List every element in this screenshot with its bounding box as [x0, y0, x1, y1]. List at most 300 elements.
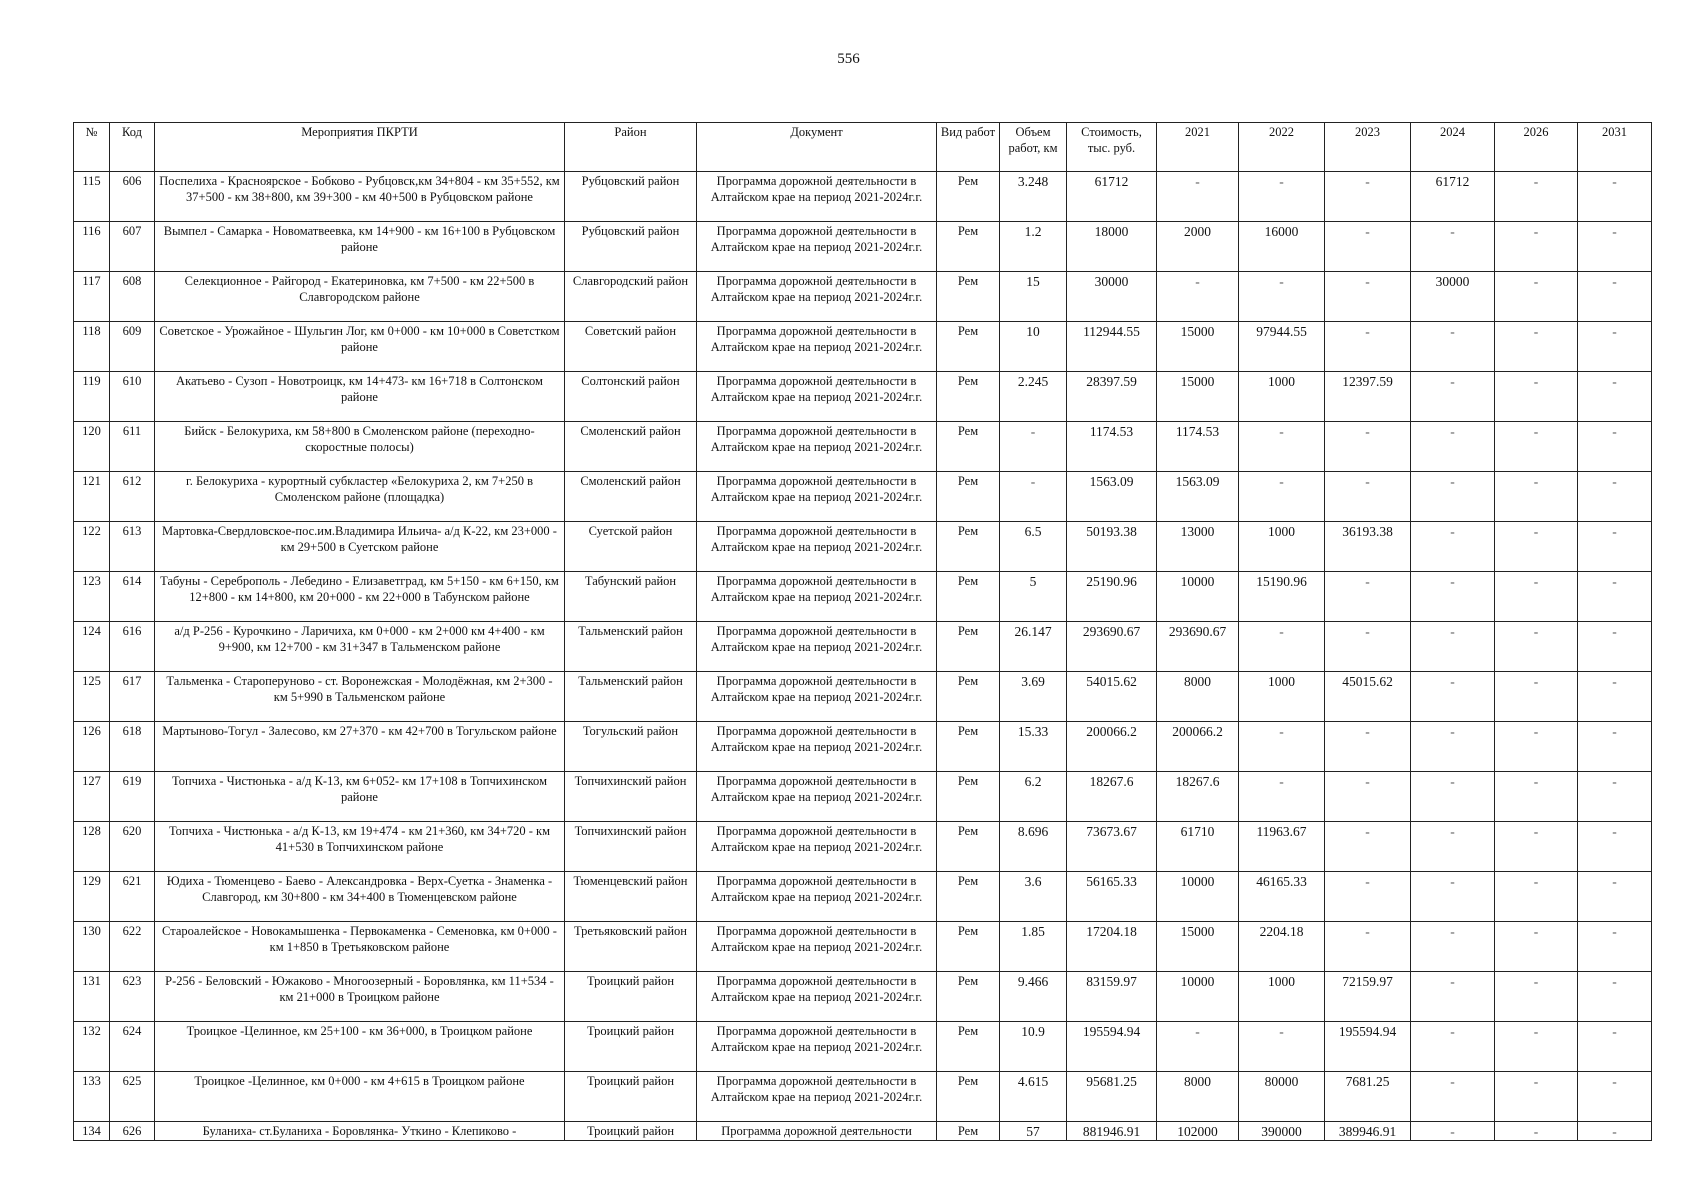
cell-no: 130 — [74, 922, 110, 972]
cell-2023: - — [1325, 322, 1411, 372]
table-row — [74, 1072, 1652, 1122]
cell-work-type: Рем — [937, 472, 1000, 522]
cell-2023: - — [1325, 772, 1411, 822]
cell-document: Программа дорожной деятельности в Алтайском крае на период 2021-2024г.г. — [697, 622, 937, 672]
cell-2021: 8000 — [1157, 1072, 1239, 1122]
cell-2022: 1000 — [1239, 522, 1325, 572]
cell-code: 614 — [110, 572, 155, 622]
cell-work-type: Рем — [937, 1072, 1000, 1122]
cell-2021: 10000 — [1157, 572, 1239, 622]
cell-2024: - — [1411, 322, 1495, 372]
cell-2021: 15000 — [1157, 322, 1239, 372]
cell-2023: - — [1325, 622, 1411, 672]
cell-cost: 54015.62 — [1067, 672, 1157, 722]
table-row — [74, 322, 1652, 372]
cell-district: Смоленский район — [565, 422, 697, 472]
table-row — [74, 522, 1652, 572]
header-code: Код — [110, 123, 155, 172]
header-volume: Объем работ, км — [1000, 123, 1067, 172]
cell-no: 122 — [74, 522, 110, 572]
cell-2024: - — [1411, 722, 1495, 772]
table-row — [74, 672, 1652, 722]
cell-2031: - — [1578, 1022, 1652, 1072]
cell-2024: - — [1411, 972, 1495, 1022]
cell-work-type: Рем — [937, 372, 1000, 422]
cell-district: Суетской район — [565, 522, 697, 572]
cell-district: Солтонский район — [565, 372, 697, 422]
cell-2024: - — [1411, 1122, 1495, 1141]
cell-document: Программа дорожной деятельности в Алтайском крае на период 2021-2024г.г. — [697, 922, 937, 972]
cell-event: Тальменка - Староперуново - ст. Воронежская - Молодёжная, км 2+300 - км 5+990 в Тальменском районе — [155, 672, 565, 722]
cell-cost: 881946.91 — [1067, 1122, 1157, 1141]
cell-2031: - — [1578, 272, 1652, 322]
cell-volume: 10.9 — [1000, 1022, 1067, 1072]
cell-2024: - — [1411, 1022, 1495, 1072]
cell-work-type: Рем — [937, 772, 1000, 822]
table-row — [74, 422, 1652, 472]
cell-code: 622 — [110, 922, 155, 972]
cell-volume: 2.245 — [1000, 372, 1067, 422]
cell-2022: - — [1239, 172, 1325, 222]
table-row — [74, 272, 1652, 322]
header-2026: 2026 — [1495, 123, 1578, 172]
table-row — [74, 622, 1652, 672]
cell-volume: 6.2 — [1000, 772, 1067, 822]
cell-work-type: Рем — [937, 322, 1000, 372]
cell-2026: - — [1495, 422, 1578, 472]
cell-2023: - — [1325, 422, 1411, 472]
cell-event: Буланиха- ст.Буланиха - Боровлянка- Уткино - Клепиково - — [155, 1122, 565, 1141]
cell-work-type: Рем — [937, 222, 1000, 272]
table-row — [74, 772, 1652, 822]
cell-2024: - — [1411, 922, 1495, 972]
cell-code: 626 — [110, 1122, 155, 1141]
cell-work-type: Рем — [937, 672, 1000, 722]
cell-cost: 17204.18 — [1067, 922, 1157, 972]
cell-2031: - — [1578, 822, 1652, 872]
cell-2024: - — [1411, 372, 1495, 422]
cell-cost: 18267.6 — [1067, 772, 1157, 822]
cell-volume: - — [1000, 472, 1067, 522]
cell-event: Топчиха - Чистюнька - а/д К-13, км 19+474 - км 21+360, км 34+720 - км 41+530 в Топчихинском районе — [155, 822, 565, 872]
cell-document: Программа дорожной деятельности в Алтайском крае на период 2021-2024г.г. — [697, 672, 937, 722]
cell-2024: 30000 — [1411, 272, 1495, 322]
cell-event: а/д Р-256 - Курочкино - Ларичиха, км 0+000 - км 2+000 км 4+400 - км 9+900, км 12+700 - км 31+347 в Тальменском районе — [155, 622, 565, 672]
cell-district: Тогульский район — [565, 722, 697, 772]
cell-2024: - — [1411, 822, 1495, 872]
cell-2031: - — [1578, 622, 1652, 672]
cell-document: Программа дорожной деятельности в Алтайском крае на период 2021-2024г.г. — [697, 572, 937, 622]
cell-document: Программа дорожной деятельности — [697, 1122, 937, 1141]
cell-2026: - — [1495, 922, 1578, 972]
cell-work-type: Рем — [937, 1022, 1000, 1072]
table-body — [74, 172, 1652, 1141]
cell-2022: 1000 — [1239, 372, 1325, 422]
cell-cost: 50193.38 — [1067, 522, 1157, 572]
cell-work-type: Рем — [937, 722, 1000, 772]
cell-work-type: Рем — [937, 922, 1000, 972]
cell-2026: - — [1495, 822, 1578, 872]
cell-work-type: Рем — [937, 1122, 1000, 1141]
header-work-type: Вид работ — [937, 123, 1000, 172]
cell-event: Р-256 - Беловский - Южаково - Многоозерный - Боровлянка, км 11+534 - км 21+000 в Троицком районе — [155, 972, 565, 1022]
cell-2023: 45015.62 — [1325, 672, 1411, 722]
cell-2026: - — [1495, 372, 1578, 422]
cell-2023: - — [1325, 472, 1411, 522]
cell-cost: 56165.33 — [1067, 872, 1157, 922]
cell-2031: - — [1578, 672, 1652, 722]
cell-volume: 26.147 — [1000, 622, 1067, 672]
cell-district: Славгородский район — [565, 272, 697, 322]
cell-cost: 1174.53 — [1067, 422, 1157, 472]
cell-2021: 200066.2 — [1157, 722, 1239, 772]
cell-code: 621 — [110, 872, 155, 922]
cell-2021: 1174.53 — [1157, 422, 1239, 472]
cell-2022: 16000 — [1239, 222, 1325, 272]
cell-2022: 97944.55 — [1239, 322, 1325, 372]
cell-2023: 195594.94 — [1325, 1022, 1411, 1072]
cell-no: 124 — [74, 622, 110, 672]
cell-2023: 389946.91 — [1325, 1122, 1411, 1141]
table-row — [74, 822, 1652, 872]
cell-2031: - — [1578, 522, 1652, 572]
cell-work-type: Рем — [937, 422, 1000, 472]
cell-2023: - — [1325, 922, 1411, 972]
header-2021: 2021 — [1157, 123, 1239, 172]
cell-2021: 10000 — [1157, 872, 1239, 922]
cell-2026: - — [1495, 472, 1578, 522]
cell-work-type: Рем — [937, 172, 1000, 222]
cell-2031: - — [1578, 322, 1652, 372]
header-document: Документ — [697, 123, 937, 172]
cell-2026: - — [1495, 772, 1578, 822]
cell-district: Рубцовский район — [565, 172, 697, 222]
cell-work-type: Рем — [937, 972, 1000, 1022]
cell-2021: 18267.6 — [1157, 772, 1239, 822]
cell-code: 611 — [110, 422, 155, 472]
cell-code: 620 — [110, 822, 155, 872]
cell-2022: 1000 — [1239, 972, 1325, 1022]
cell-2024: - — [1411, 522, 1495, 572]
cell-document: Программа дорожной деятельности в Алтайском крае на период 2021-2024г.г. — [697, 1072, 937, 1122]
cell-district: Смоленский район — [565, 472, 697, 522]
cell-2023: - — [1325, 222, 1411, 272]
cell-code: 616 — [110, 622, 155, 672]
cell-code: 609 — [110, 322, 155, 372]
table-row — [74, 472, 1652, 522]
cell-volume: 3.248 — [1000, 172, 1067, 222]
cell-district: Троицкий район — [565, 1072, 697, 1122]
road-works-table — [73, 122, 1652, 1141]
cell-code: 613 — [110, 522, 155, 572]
cell-2022: 390000 — [1239, 1122, 1325, 1141]
cell-2023: 12397.59 — [1325, 372, 1411, 422]
cell-2023: 72159.97 — [1325, 972, 1411, 1022]
header-2023: 2023 — [1325, 123, 1411, 172]
cell-no: 125 — [74, 672, 110, 722]
cell-code: 618 — [110, 722, 155, 772]
cell-2021: 10000 — [1157, 972, 1239, 1022]
table-row — [74, 1122, 1652, 1141]
table-row — [74, 172, 1652, 222]
cell-2022: 15190.96 — [1239, 572, 1325, 622]
cell-no: 120 — [74, 422, 110, 472]
cell-code: 619 — [110, 772, 155, 822]
cell-document: Программа дорожной деятельности в Алтайском крае на период 2021-2024г.г. — [697, 772, 937, 822]
cell-cost: 30000 — [1067, 272, 1157, 322]
cell-2026: - — [1495, 1022, 1578, 1072]
cell-2026: - — [1495, 272, 1578, 322]
cell-district: Тальменский район — [565, 622, 697, 672]
cell-2031: - — [1578, 722, 1652, 772]
table-row — [74, 572, 1652, 622]
cell-no: 123 — [74, 572, 110, 622]
cell-document: Программа дорожной деятельности в Алтайском крае на период 2021-2024г.г. — [697, 472, 937, 522]
cell-2023: - — [1325, 172, 1411, 222]
cell-code: 606 — [110, 172, 155, 222]
cell-2021: 1563.09 — [1157, 472, 1239, 522]
table-row — [74, 722, 1652, 772]
table-row — [74, 372, 1652, 422]
cell-2021: - — [1157, 272, 1239, 322]
cell-work-type: Рем — [937, 622, 1000, 672]
cell-volume: 10 — [1000, 322, 1067, 372]
cell-2024: - — [1411, 672, 1495, 722]
cell-cost: 195594.94 — [1067, 1022, 1157, 1072]
cell-2023: 36193.38 — [1325, 522, 1411, 572]
cell-2026: - — [1495, 172, 1578, 222]
cell-no: 118 — [74, 322, 110, 372]
cell-2026: - — [1495, 522, 1578, 572]
cell-2023: - — [1325, 572, 1411, 622]
cell-document: Программа дорожной деятельности в Алтайском крае на период 2021-2024г.г. — [697, 872, 937, 922]
header-2022: 2022 — [1239, 123, 1325, 172]
cell-2024: - — [1411, 422, 1495, 472]
header-district: Район — [565, 123, 697, 172]
cell-event: Селекционное - Райгород - Екатериновка, км 7+500 - км 22+500 в Славгородском районе — [155, 272, 565, 322]
cell-volume: 9.466 — [1000, 972, 1067, 1022]
cell-no: 131 — [74, 972, 110, 1022]
cell-event: Вымпел - Самарка - Новоматвеевка, км 14+900 - км 16+100 в Рубцовском районе — [155, 222, 565, 272]
cell-cost: 25190.96 — [1067, 572, 1157, 622]
cell-2021: 293690.67 — [1157, 622, 1239, 672]
cell-volume: 3.69 — [1000, 672, 1067, 722]
cell-no: 133 — [74, 1072, 110, 1122]
cell-district: Тюменцевский район — [565, 872, 697, 922]
cell-district: Рубцовский район — [565, 222, 697, 272]
cell-work-type: Рем — [937, 822, 1000, 872]
cell-2024: - — [1411, 222, 1495, 272]
header-2024: 2024 — [1411, 123, 1495, 172]
cell-work-type: Рем — [937, 872, 1000, 922]
cell-2022: - — [1239, 422, 1325, 472]
cell-2023: 7681.25 — [1325, 1072, 1411, 1122]
cell-district: Советский район — [565, 322, 697, 372]
cell-2024: - — [1411, 872, 1495, 922]
cell-2023: - — [1325, 272, 1411, 322]
cell-event: Советское - Урожайное - Шульгин Лог, км 0+000 - км 10+000 в Советстком районе — [155, 322, 565, 372]
header-no: № — [74, 123, 110, 172]
cell-code: 617 — [110, 672, 155, 722]
cell-2026: - — [1495, 572, 1578, 622]
cell-code: 607 — [110, 222, 155, 272]
cell-document: Программа дорожной деятельности в Алтайском крае на период 2021-2024г.г. — [697, 822, 937, 872]
cell-district: Троицкий район — [565, 972, 697, 1022]
cell-no: 126 — [74, 722, 110, 772]
cell-district: Третьяковский район — [565, 922, 697, 972]
cell-cost: 61712 — [1067, 172, 1157, 222]
cell-no: 116 — [74, 222, 110, 272]
table-header-row — [74, 123, 1652, 172]
cell-event: Поспелиха - Красноярское - Бобково - Рубцовск,км 34+804 - км 35+552, км 37+500 - км 38+800, км 39+300 - км 40+500 в Рубцовском районе — [155, 172, 565, 222]
cell-2022: 1000 — [1239, 672, 1325, 722]
cell-event: Староалейское - Новокамышенка - Первокаменка - Семеновка, км 0+000 - км 1+850 в Третьяковском районе — [155, 922, 565, 972]
cell-cost: 18000 — [1067, 222, 1157, 272]
cell-volume: 5 — [1000, 572, 1067, 622]
cell-cost: 95681.25 — [1067, 1072, 1157, 1122]
cell-no: 119 — [74, 372, 110, 422]
cell-work-type: Рем — [937, 272, 1000, 322]
cell-document: Программа дорожной деятельности в Алтайском крае на период 2021-2024г.г. — [697, 972, 937, 1022]
cell-document: Программа дорожной деятельности в Алтайском крае на период 2021-2024г.г. — [697, 422, 937, 472]
cell-2026: - — [1495, 872, 1578, 922]
cell-2021: 15000 — [1157, 372, 1239, 422]
cell-event: Табуны - Сереброполь - Лебедино - Елизаветград, км 5+150 - км 6+150, км 12+800 - км 14+800, км 20+000 - км 22+000 в Табунском районе — [155, 572, 565, 622]
cell-2022: - — [1239, 472, 1325, 522]
cell-2023: - — [1325, 872, 1411, 922]
cell-2026: - — [1495, 1072, 1578, 1122]
cell-2021: 102000 — [1157, 1122, 1239, 1141]
table-row — [74, 1022, 1652, 1072]
cell-document: Программа дорожной деятельности в Алтайском крае на период 2021-2024г.г. — [697, 222, 937, 272]
cell-cost: 112944.55 — [1067, 322, 1157, 372]
cell-2021: 13000 — [1157, 522, 1239, 572]
cell-no: 129 — [74, 872, 110, 922]
cell-2031: - — [1578, 1072, 1652, 1122]
cell-event: Акатьево - Сузоп - Новотроицк, км 14+473- км 16+718 в Солтонском районе — [155, 372, 565, 422]
cell-2026: - — [1495, 972, 1578, 1022]
cell-2021: - — [1157, 172, 1239, 222]
cell-cost: 293690.67 — [1067, 622, 1157, 672]
cell-document: Программа дорожной деятельности в Алтайском крае на период 2021-2024г.г. — [697, 172, 937, 222]
cell-2022: - — [1239, 772, 1325, 822]
cell-no: 132 — [74, 1022, 110, 1072]
cell-code: 625 — [110, 1072, 155, 1122]
cell-cost: 83159.97 — [1067, 972, 1157, 1022]
cell-2021: 8000 — [1157, 672, 1239, 722]
cell-2022: - — [1239, 1022, 1325, 1072]
cell-volume: 1.85 — [1000, 922, 1067, 972]
cell-2022: 2204.18 — [1239, 922, 1325, 972]
cell-volume: 8.696 — [1000, 822, 1067, 872]
cell-document: Программа дорожной деятельности в Алтайском крае на период 2021-2024г.г. — [697, 722, 937, 772]
cell-district: Топчихинский район — [565, 772, 697, 822]
cell-2022: - — [1239, 622, 1325, 672]
cell-2031: - — [1578, 422, 1652, 472]
cell-event: Мартовка-Свердловское-пос.им.Владимира Ильича- а/д К-22, км 23+000 - км 29+500 в Суетском районе — [155, 522, 565, 572]
cell-2024: - — [1411, 1072, 1495, 1122]
cell-no: 117 — [74, 272, 110, 322]
cell-2021: 61710 — [1157, 822, 1239, 872]
cell-event: Троицкое -Целинное, км 25+100 - км 36+000, в Троицком районе — [155, 1022, 565, 1072]
cell-2031: - — [1578, 872, 1652, 922]
cell-event: г. Белокуриха - курортный субкластер «Белокуриха 2, км 7+250 в Смоленском районе (площадка) — [155, 472, 565, 522]
cell-2021: 2000 — [1157, 222, 1239, 272]
cell-event: Мартыново-Тогул - Залесово, км 27+370 - км 42+700 в Тогульском районе — [155, 722, 565, 772]
cell-district: Троицкий район — [565, 1022, 697, 1072]
cell-volume: 3.6 — [1000, 872, 1067, 922]
cell-volume: 6.5 — [1000, 522, 1067, 572]
cell-cost: 200066.2 — [1067, 722, 1157, 772]
cell-2021: 15000 — [1157, 922, 1239, 972]
cell-2031: - — [1578, 1122, 1652, 1141]
cell-2021: - — [1157, 1022, 1239, 1072]
cell-document: Программа дорожной деятельности в Алтайском крае на период 2021-2024г.г. — [697, 1022, 937, 1072]
cell-work-type: Рем — [937, 522, 1000, 572]
cell-event: Юдиха - Тюменцево - Баево - Александровка - Верх-Суетка - Знаменка - Славгород, км 30+800 - км 34+400 в Тюменцевском районе — [155, 872, 565, 922]
cell-2022: 46165.33 — [1239, 872, 1325, 922]
cell-2024: - — [1411, 572, 1495, 622]
cell-2026: - — [1495, 722, 1578, 772]
cell-2024: - — [1411, 622, 1495, 672]
header-2031: 2031 — [1578, 123, 1652, 172]
cell-2031: - — [1578, 172, 1652, 222]
table-row — [74, 972, 1652, 1022]
cell-code: 612 — [110, 472, 155, 522]
cell-district: Табунский район — [565, 572, 697, 622]
table-row — [74, 222, 1652, 272]
cell-cost: 1563.09 — [1067, 472, 1157, 522]
table-row — [74, 922, 1652, 972]
cell-district: Тальменский район — [565, 672, 697, 722]
cell-event: Топчиха - Чистюнька - а/д К-13, км 6+052- км 17+108 в Топчихинском районе — [155, 772, 565, 822]
cell-volume: 4.615 — [1000, 1072, 1067, 1122]
cell-2031: - — [1578, 472, 1652, 522]
cell-2024: - — [1411, 472, 1495, 522]
cell-document: Программа дорожной деятельности в Алтайском крае на период 2021-2024г.г. — [697, 322, 937, 372]
cell-2023: - — [1325, 722, 1411, 772]
cell-code: 610 — [110, 372, 155, 422]
header-event: Мероприятия ПКРТИ — [155, 123, 565, 172]
cell-2023: - — [1325, 822, 1411, 872]
cell-no: 134 — [74, 1122, 110, 1141]
cell-2031: - — [1578, 572, 1652, 622]
cell-district: Топчихинский район — [565, 822, 697, 872]
cell-code: 623 — [110, 972, 155, 1022]
cell-cost: 28397.59 — [1067, 372, 1157, 422]
cell-2022: - — [1239, 272, 1325, 322]
cell-2031: - — [1578, 222, 1652, 272]
cell-volume: 1.2 — [1000, 222, 1067, 272]
cell-2026: - — [1495, 222, 1578, 272]
cell-code: 608 — [110, 272, 155, 322]
cell-2022: 11963.67 — [1239, 822, 1325, 872]
cell-no: 115 — [74, 172, 110, 222]
cell-2031: - — [1578, 372, 1652, 422]
cell-2024: 61712 — [1411, 172, 1495, 222]
cell-cost: 73673.67 — [1067, 822, 1157, 872]
cell-no: 128 — [74, 822, 110, 872]
cell-volume: 15.33 — [1000, 722, 1067, 772]
cell-2031: - — [1578, 922, 1652, 972]
cell-volume: 15 — [1000, 272, 1067, 322]
cell-event: Троицкое -Целинное, км 0+000 - км 4+615 в Троицком районе — [155, 1072, 565, 1122]
page-number: 556 — [837, 51, 860, 67]
cell-2031: - — [1578, 772, 1652, 822]
cell-event: Бийск - Белокуриха, км 58+800 в Смоленском районе (переходно-скоростные полосы) — [155, 422, 565, 472]
table-row — [74, 872, 1652, 922]
cell-2026: - — [1495, 322, 1578, 372]
